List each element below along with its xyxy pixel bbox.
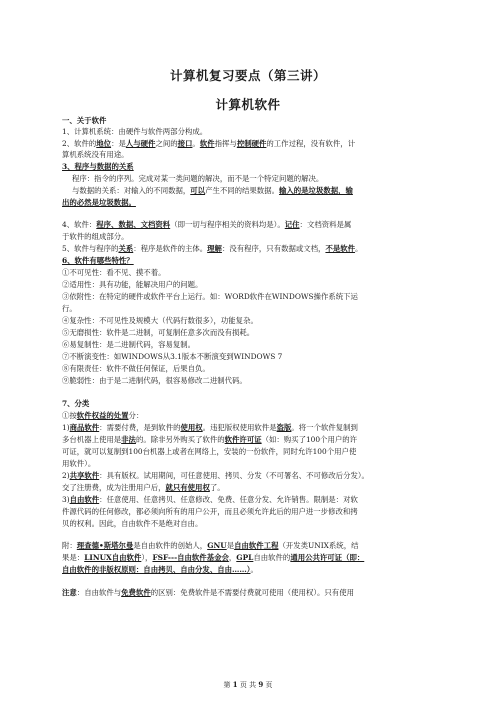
text-line: 可证，就可以复制到100台机器上或者在网络上，安装的一份软件，同时允许100个用户使 xyxy=(62,447,357,456)
list-item: ④复杂性：不可见性及规模大（代码行数很多），功能复杂。 xyxy=(62,316,258,325)
page-footer: 第 1 页 共 9 页 xyxy=(223,680,273,689)
text-line: 程序：指令的序列。完成对某一类问题的解决，而不是一个特定问题的解决。 xyxy=(72,174,324,183)
text-line: 自由软件的非版权原则：自由拷贝、自由分发、自由……）。 xyxy=(62,565,258,574)
list-item: ⑤无磨损性：软件是二进制，可复制任意多次而没有损耗。 xyxy=(62,328,255,337)
text-line: 1)商品软件：需要付费，是到软件的使用权。违犯版权使用软件是盗版。将一个软件复制到 xyxy=(62,423,358,432)
text-line: 件源代码的任何修改，都必须向所有的用户公开，而且必须允许此后的用户进一步修改和拷 xyxy=(62,507,358,516)
list-item: ①不可见性：看不见、摸不着。 xyxy=(62,268,166,277)
text-line: 2、软件的地位：是人与硬件之间的接口。软件指挥与控制硬件的工作过程，没有软件，计 xyxy=(62,139,356,148)
text-line: 3)自由软件：任意使用、任意拷贝、任意修改、免费、任意分发、允许销售。限制是：对软 xyxy=(62,495,358,504)
list-item: ⑨脆弱性：由于是二进制代码，很容易修改二进制代码。 xyxy=(62,376,247,385)
text-line: 贝的权利。因此，自由软件不是绝对自由。 xyxy=(62,519,203,528)
text-line: 出的必然是垃圾数据。 xyxy=(62,198,136,207)
text-line: 交了注册费，成为注册用户后，就只有使用权了。 xyxy=(62,483,225,492)
text-line: 多台机器上使用是非法的。除非另外购买了软件的软件许可证（如：购买了100个用户的许 xyxy=(62,435,358,444)
subheading-classification: 7、分类 xyxy=(62,399,90,408)
text-line: 用软件）。 xyxy=(62,459,96,468)
text-line: 附：理查德•斯塔尔曼是自由软件的创始人，GNU是自由软件工程（开发类UNIX系统，结 xyxy=(62,541,359,550)
list-item: ⑧有限责任：软件不做任何保证，后果自负。 xyxy=(62,364,210,373)
subheading-program-data: 3、程序与数据的关系 xyxy=(62,162,134,171)
total-pages: 9 xyxy=(258,680,264,689)
text-line: ①按软件权益的处置分： xyxy=(62,411,144,420)
document-subtitle: 计算机软件 xyxy=(215,97,281,112)
text-line: 算机系统没有用途。 xyxy=(62,150,129,159)
list-item: ⑥易复制性：是二进制代码，容易复制。 xyxy=(62,340,196,349)
text-line: 5、软件与程序的关系：程序是软件的主体。理解：没有程序，只有数据或文档，不是软件。 xyxy=(62,244,363,253)
list-item: ②适用性：具有功能，能解决用户的问题。 xyxy=(62,280,203,289)
text-line: 于软件的组成部分。 xyxy=(62,232,129,241)
text-line: 与数据的关系：对输入的不同数据，可以产生不同的结果数据。输入的是垃圾数据，输 xyxy=(72,186,353,195)
text-line: 注意：自由软件与免费软件的区别：免费软件是不需要付费就可使用（使用权）。只有使用 xyxy=(62,588,354,597)
document-title: 计算机复习要点（第三讲） xyxy=(169,68,326,83)
list-item: ③依附性：在特定的硬件或软件平台上运行。如：WORD软件在WINDOWS操作系统下运 xyxy=(62,292,358,301)
text-line: 2)共享软件：具有版权。试用期间，可任意使用、拷贝、分发（不可署名、不可修改后分发）。 xyxy=(62,471,369,480)
current-page-number: 1 xyxy=(232,680,238,689)
text-line: 果是：LINUX自由软件），FSF---自由软件基金会，GPL自由软件的通用公共许可证（即： xyxy=(62,553,365,562)
subheading-software-features: 6、软件有哪些特性？ xyxy=(62,256,134,265)
text-line: 1、计算机系统：由硬件与软件两部分构成。 xyxy=(62,127,208,136)
list-item: 行。 xyxy=(62,304,77,313)
section-heading-about-software: 一、关于软件 xyxy=(62,116,107,125)
text-line: 4、软件：程序、数据、文档资料（即一切与程序相关的资料均是）。记住：文档资料是属 xyxy=(62,220,352,229)
list-item: ⑦不断演变性：如WINDOWS从3.1版本不断演变到WINDOWS 7 xyxy=(62,352,283,361)
